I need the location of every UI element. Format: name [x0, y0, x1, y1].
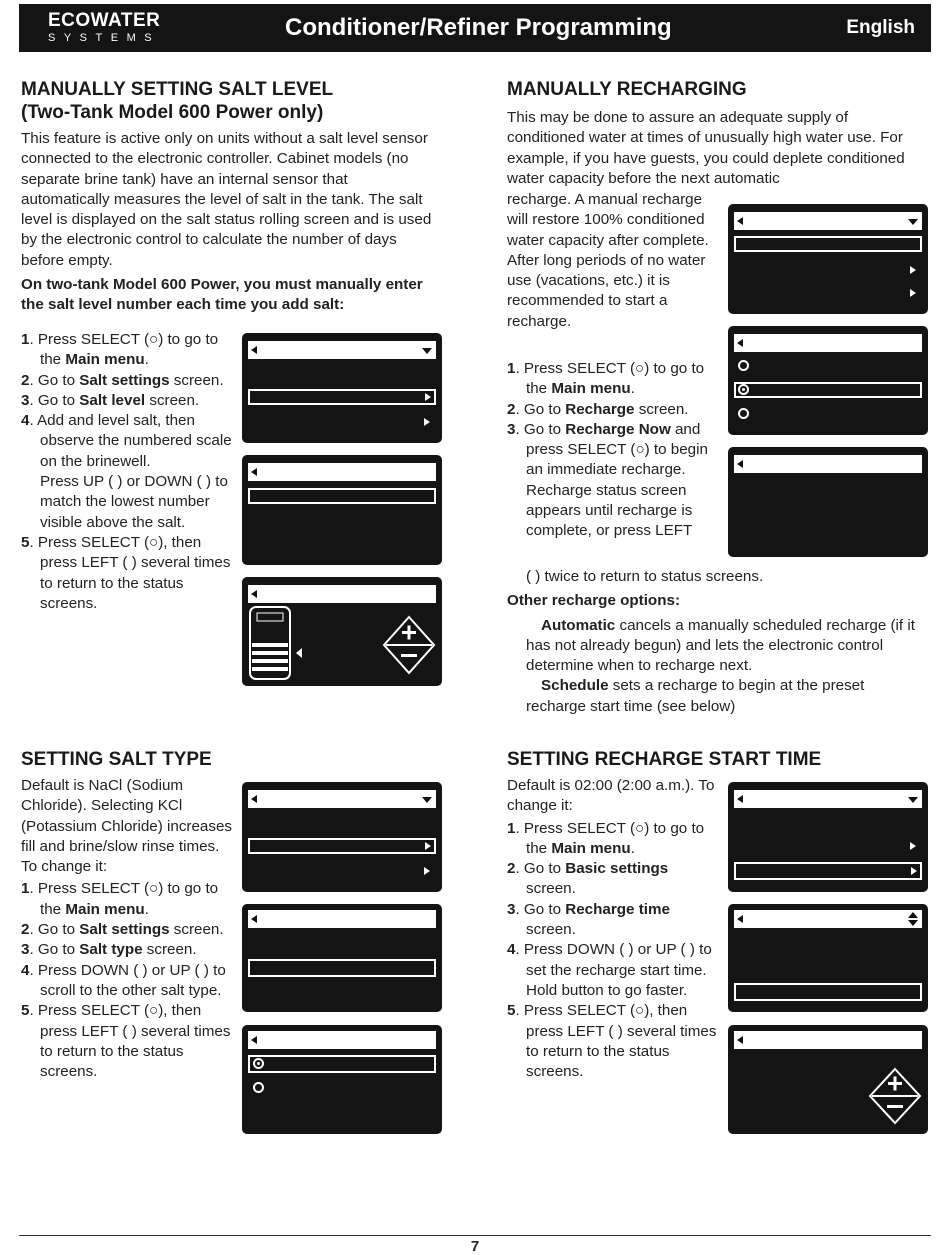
- salt-level-step-list: [21, 330, 233, 614]
- selected-menu-outline: [734, 862, 922, 880]
- start-time-section: [507, 748, 822, 1082]
- right-arrow-icon: [910, 266, 916, 274]
- radio-selected-icon: [738, 384, 749, 395]
- logo-subtext: SYSTEMS: [48, 32, 161, 44]
- radio-selected-icon: [253, 1058, 264, 1069]
- list-item: 3. Go to Recharge Now and press SELECT (○) to begin an immediate recharge. Recharge status screen appears until recharge is complete, or press LEFT: [507, 420, 708, 540]
- salt-type-title: SETTING SALT TYPE: [21, 749, 212, 770]
- list-item: 5. Press SELECT (○), then press LEFT ( ) several times to return to the status screens.: [21, 1002, 231, 1081]
- list-item: 5. Press SELECT (○), then press LEFT ( ) several times to return to the status screens.: [21, 533, 231, 612]
- selected-menu-outline: [734, 983, 922, 1001]
- up-arrow-icon: [908, 912, 918, 918]
- left-arrow-icon: [737, 915, 743, 923]
- left-arrow-icon: [737, 460, 743, 468]
- salt-type-section: [21, 748, 233, 1082]
- footer-divider: [19, 1235, 931, 1236]
- lcd-salt-settings-screen: [242, 455, 442, 565]
- language-label: English: [846, 17, 915, 38]
- left-arrow-icon: [251, 468, 257, 476]
- lcd-main-menu-screen: [242, 782, 442, 892]
- left-arrow-icon: [251, 915, 257, 923]
- step3-tail: ( ) twice to return to status screens.: [526, 568, 764, 585]
- option-automatic: Automatic cancels a manually scheduled recharge (if it has not already begun) and lets the electronic control determine when to recharge next.: [526, 616, 915, 675]
- down-arrow-icon: [908, 219, 918, 225]
- right-arrow-icon: [910, 289, 916, 297]
- menu-highlight-bar: [734, 455, 922, 473]
- salt-level-subtitle: (Two-Tank Model 600 Power only): [21, 102, 324, 123]
- down-arrow-icon: [422, 348, 432, 354]
- lcd-main-menu-screen: [728, 204, 928, 314]
- list-item: 2. Go to Salt settings screen.: [21, 921, 224, 939]
- page-number: 7: [470, 1238, 480, 1255]
- menu-highlight-bar: [248, 585, 436, 603]
- list-item: 3. Go to Salt type screen.: [21, 941, 197, 959]
- menu-highlight-bar: [734, 1031, 922, 1049]
- page-header: [19, 4, 931, 52]
- list-item: 1. Press SELECT (○) to go to the Main menu.: [21, 331, 219, 369]
- start-time-step-list: [507, 819, 719, 1083]
- left-arrow-icon: [251, 1036, 257, 1044]
- list-item: 1. Press SELECT (○) to go to the Main menu.: [21, 880, 219, 918]
- list-item: 2. Go to Basic settings screen.: [507, 860, 669, 898]
- radio-option-icon: [738, 408, 749, 419]
- list-item: 4. Press DOWN ( ) or UP ( ) to scroll to the other salt type.: [21, 961, 226, 999]
- other-options-title: Other recharge options:: [507, 592, 680, 610]
- list-item: 1. Press SELECT (○) to go to the Main menu.: [507, 819, 705, 857]
- selected-menu-outline: [734, 236, 922, 252]
- list-item: 5. Press SELECT (○), then press LEFT ( ) several times to return to the status screens.: [507, 1002, 717, 1081]
- left-arrow-icon: [251, 795, 257, 803]
- selected-menu-outline: [248, 1055, 436, 1073]
- list-item: 4. Add and level salt, then observe the numbered scale on the brinewell.: [21, 412, 232, 470]
- list-item: 2. Go to Recharge screen.: [507, 400, 689, 418]
- menu-highlight-bar: [248, 790, 436, 808]
- lcd-recharge-time-screen: [728, 1025, 928, 1134]
- salt-level-body: This feature is active only on units without a salt level sensor connected to the electronic controller. Cabinet models (no separate brine tank) have an internal sensor that automatically measures the level of salt in the tank. The salt level is displayed on the salt status rolling screen and is used by the electronic control to calculate the number of days before empty.: [21, 130, 432, 269]
- radio-option-icon: [253, 1082, 264, 1093]
- right-arrow-icon: [910, 842, 916, 850]
- right-arrow-icon: [424, 418, 430, 426]
- salt-level-section: [21, 78, 436, 320]
- salt-level-steps: [21, 330, 233, 614]
- manual-recharge-steps: [507, 359, 719, 542]
- list-item: 4. Press DOWN ( ) or UP ( ) to set the recharge start time. Hold button to go faster.: [507, 941, 712, 999]
- list-item: 3. Go to Recharge time screen.: [507, 900, 670, 939]
- down-arrow-icon: [422, 797, 432, 803]
- down-arrow-icon: [908, 920, 918, 926]
- menu-highlight-bar: [248, 341, 436, 359]
- start-time-body: Default is 02:00 (2:00 a.m.). To change it:: [507, 777, 715, 815]
- manual-recharge-section: [507, 78, 919, 189]
- salt-level-intro: On two-tank Model 600 Power, you must manually enter the salt level number each time you add salt:: [21, 276, 423, 314]
- right-arrow-icon: [425, 842, 431, 850]
- lcd-main-menu-screen: [242, 333, 442, 443]
- left-arrow-icon: [251, 346, 257, 354]
- start-time-title: SETTING RECHARGE START TIME: [507, 749, 822, 770]
- salt-type-body: Default is NaCl (Sodium Chloride). Selecting KCl (Potassium Chloride) increases fill and brine/slow rinse times. To change it:: [21, 777, 233, 876]
- manual-recharge-title: MANUALLY RECHARGING: [507, 79, 747, 100]
- logo-brand: ECOWATER: [48, 10, 161, 31]
- menu-highlight-bar: [248, 1031, 436, 1049]
- lcd-recharge-status-screen: [728, 447, 928, 557]
- list-item: 2. Go to Salt settings screen.: [21, 371, 224, 389]
- brine-tank-icon: [248, 605, 308, 681]
- lcd-main-menu-screen: [728, 782, 928, 892]
- selected-menu-outline: [248, 389, 436, 405]
- lcd-salt-settings-screen: [242, 904, 442, 1012]
- menu-highlight-bar: [734, 910, 922, 928]
- salt-type-step-list: [21, 879, 233, 1082]
- left-arrow-icon: [737, 1036, 743, 1044]
- right-arrow-icon: [911, 867, 917, 875]
- list-item: Press UP ( ) or DOWN ( ) to match the lowest number visible above the salt.: [40, 473, 228, 531]
- left-arrow-icon: [737, 795, 743, 803]
- lcd-recharge-screen: [728, 326, 928, 435]
- menu-highlight-bar: [734, 212, 922, 230]
- menu-highlight-bar: [734, 334, 922, 352]
- left-arrow-icon: [737, 339, 743, 347]
- page-title: Conditioner/Refiner Programming: [285, 14, 672, 41]
- left-arrow-icon: [737, 217, 743, 225]
- manual-recharge-body-2: recharge. A manual recharge will restore 100% conditioned water capacity after complete. After long periods of no water use (vacations, etc.) it is recommended to start a recharge.: [507, 191, 709, 330]
- ecowater-logo: [48, 11, 160, 45]
- plus-minus-icon: [868, 1067, 922, 1125]
- list-item: 3. Go to Salt level screen.: [21, 391, 200, 409]
- option-schedule: Schedule sets a recharge to begin at the preset recharge start time (see below): [526, 677, 865, 715]
- lcd-salt-type-screen: [242, 1025, 442, 1134]
- down-arrow-icon: [908, 797, 918, 803]
- selected-menu-outline: [248, 959, 436, 977]
- menu-highlight-bar: [734, 790, 922, 808]
- manual-recharge-more: [507, 567, 927, 717]
- radio-option-icon: [738, 360, 749, 371]
- menu-highlight-bar: [248, 463, 436, 481]
- plus-minus-icon: [382, 615, 436, 675]
- lcd-basic-settings-screen: [728, 904, 928, 1012]
- right-arrow-icon: [424, 867, 430, 875]
- left-arrow-icon: [251, 590, 257, 598]
- manual-recharge-step-list: [507, 359, 719, 542]
- menu-highlight-bar: [248, 910, 436, 928]
- manual-recharge-body-narrow: [507, 190, 719, 332]
- selected-menu-outline: [248, 838, 436, 854]
- list-item: 1. Press SELECT (○) to go to the Main menu.: [507, 360, 705, 398]
- lcd-salt-level-screen: [242, 577, 442, 686]
- manual-recharge-body: This may be done to assure an adequate supply of conditioned water at times of unusually high water use. For example, if you have guests, you could deplete conditioned water capacity before the next automatic: [507, 109, 905, 187]
- right-arrow-icon: [425, 393, 431, 401]
- selected-menu-outline: [734, 382, 922, 398]
- salt-level-title: MANUALLY SETTING SALT LEVEL: [21, 79, 334, 100]
- selected-menu-outline: [248, 488, 436, 504]
